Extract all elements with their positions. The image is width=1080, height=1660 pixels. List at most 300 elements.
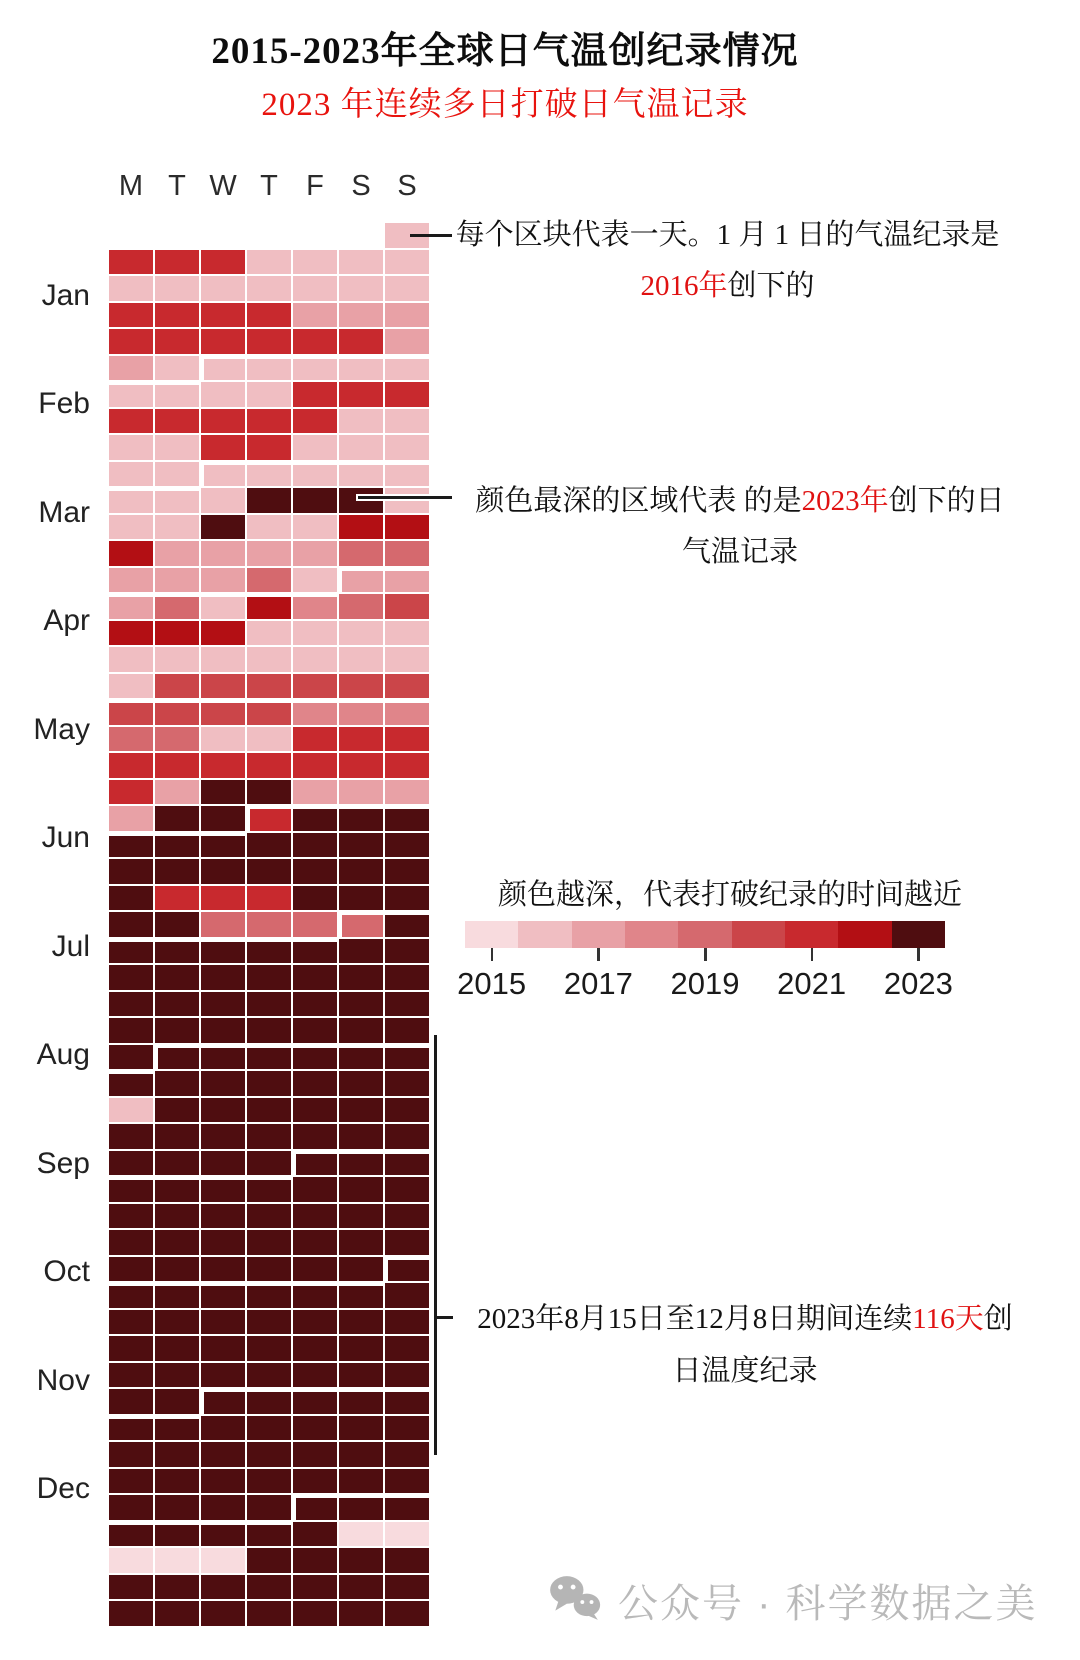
day-cell bbox=[155, 753, 199, 778]
day-cell bbox=[339, 1154, 383, 1176]
day-cell bbox=[247, 1151, 291, 1176]
legend-swatch-2015 bbox=[465, 921, 519, 948]
day-cell bbox=[385, 1098, 429, 1123]
day-cell bbox=[385, 1498, 429, 1520]
day-cell bbox=[293, 1124, 337, 1149]
day-cell bbox=[155, 1310, 199, 1335]
day-cell bbox=[385, 647, 429, 672]
day-cell bbox=[109, 836, 153, 858]
day-cell bbox=[339, 1048, 383, 1070]
day-cell bbox=[385, 1363, 429, 1388]
day-cell bbox=[293, 1177, 337, 1202]
day-cell bbox=[247, 597, 291, 619]
weekday-label: F bbox=[306, 170, 324, 202]
day-cell bbox=[339, 886, 383, 911]
day-cell bbox=[293, 1416, 337, 1441]
day-cell bbox=[385, 1283, 429, 1308]
day-cell bbox=[109, 674, 153, 699]
day-cell bbox=[339, 1363, 383, 1388]
day-cell bbox=[155, 912, 199, 937]
day-cell bbox=[339, 1392, 383, 1414]
day-cell bbox=[109, 1098, 153, 1123]
day-cell bbox=[155, 727, 199, 752]
day-cell bbox=[247, 276, 291, 301]
day-cell bbox=[201, 250, 245, 275]
day-cell bbox=[109, 1575, 153, 1600]
day-cell bbox=[293, 1575, 337, 1600]
day-cell bbox=[385, 594, 429, 619]
month-label-may: May bbox=[33, 712, 90, 746]
day-cell bbox=[293, 859, 337, 884]
day-cell bbox=[109, 515, 153, 540]
day-cell bbox=[247, 912, 291, 937]
day-cell bbox=[247, 1124, 291, 1149]
legend-tick bbox=[811, 948, 814, 961]
day-cell bbox=[155, 385, 199, 407]
day-cell bbox=[293, 1204, 337, 1229]
day-cell bbox=[201, 1257, 245, 1282]
day-cell bbox=[247, 1442, 291, 1467]
day-cell bbox=[201, 1548, 245, 1573]
day-cell bbox=[339, 1018, 383, 1043]
day-cell bbox=[155, 303, 199, 328]
day-cell bbox=[339, 859, 383, 884]
day-cell bbox=[109, 329, 153, 354]
day-cell bbox=[247, 359, 291, 381]
day-cell bbox=[293, 359, 337, 381]
day-cell bbox=[339, 1416, 383, 1441]
day-cell bbox=[293, 1392, 337, 1414]
wechat-icon bbox=[548, 1575, 604, 1626]
annotation-jan1-line1: 每个区块代表一天。1 月 1 日的气温纪录是 bbox=[455, 219, 1000, 251]
day-cell bbox=[339, 1601, 383, 1626]
day-cell bbox=[293, 1098, 337, 1123]
day-cell bbox=[155, 1442, 199, 1467]
day-cell bbox=[293, 809, 337, 831]
day-cell bbox=[201, 836, 245, 858]
month-label-jun: Jun bbox=[41, 821, 90, 855]
day-cell bbox=[201, 1048, 245, 1070]
day-cell bbox=[385, 1601, 429, 1626]
day-cell bbox=[293, 833, 337, 858]
day-cell bbox=[247, 1018, 291, 1043]
day-cell bbox=[201, 1151, 245, 1176]
legend-swatch-2021 bbox=[785, 921, 839, 948]
day-cell bbox=[109, 912, 153, 937]
day-cell bbox=[201, 597, 245, 619]
day-cell bbox=[385, 1416, 429, 1441]
day-cell bbox=[339, 1230, 383, 1255]
page-title: 2015-2023年全球日气温创纪录情况 bbox=[211, 31, 799, 72]
weekday-label: S bbox=[351, 170, 371, 202]
day-cell bbox=[155, 1601, 199, 1626]
day-cell bbox=[155, 1389, 199, 1414]
day-cell bbox=[296, 1154, 337, 1176]
day-cell bbox=[109, 1286, 153, 1308]
weekday-label: T bbox=[260, 170, 278, 202]
day-cell bbox=[201, 1286, 245, 1308]
legend-tick bbox=[491, 948, 494, 961]
day-cell bbox=[201, 942, 245, 964]
day-cell bbox=[296, 1498, 337, 1520]
watermark-text: 公众号 · 科学数据之美 bbox=[618, 1582, 1038, 1626]
annotation-darkest-year: 2023年 bbox=[801, 485, 889, 517]
day-cell bbox=[385, 621, 429, 646]
day-cell bbox=[339, 621, 383, 646]
day-cell bbox=[109, 491, 153, 513]
day-cell bbox=[293, 1310, 337, 1335]
day-cell bbox=[109, 1548, 153, 1573]
day-cell bbox=[293, 1336, 337, 1361]
day-cell bbox=[385, 1204, 429, 1229]
day-cell bbox=[247, 1336, 291, 1361]
day-cell bbox=[293, 965, 337, 990]
day-cell bbox=[247, 727, 291, 752]
day-cell bbox=[339, 1336, 383, 1361]
day-cell bbox=[247, 1469, 291, 1494]
day-cell bbox=[201, 859, 245, 884]
day-cell bbox=[109, 1045, 153, 1070]
month-label-apr: Apr bbox=[43, 604, 90, 638]
day-cell bbox=[201, 992, 245, 1017]
day-cell bbox=[293, 488, 337, 513]
day-cell bbox=[155, 1124, 199, 1149]
day-cell bbox=[385, 1392, 429, 1414]
day-cell bbox=[109, 1074, 153, 1096]
day-cell bbox=[247, 833, 291, 858]
watermark bbox=[548, 1572, 1038, 1629]
day-cell bbox=[385, 435, 429, 460]
day-cell bbox=[247, 541, 291, 566]
day-cell bbox=[339, 780, 383, 805]
day-cell bbox=[339, 435, 383, 460]
day-cell bbox=[155, 1495, 199, 1520]
annotation-streak-days: 116天 bbox=[912, 1303, 984, 1335]
day-cell bbox=[109, 886, 153, 911]
day-cell bbox=[339, 303, 383, 328]
day-cell bbox=[109, 1525, 153, 1547]
day-cell bbox=[339, 250, 383, 275]
day-cell bbox=[201, 1204, 245, 1229]
annotation-darkest-line2: 气温记录 bbox=[681, 536, 798, 568]
day-cell bbox=[385, 303, 429, 328]
day-cell bbox=[293, 912, 337, 937]
day-cell bbox=[155, 276, 199, 301]
day-cell bbox=[339, 674, 383, 699]
day-cell bbox=[250, 809, 291, 831]
day-cell bbox=[109, 1495, 153, 1520]
legend-tick-label: 2015 bbox=[457, 966, 527, 1001]
month-label-aug: Aug bbox=[36, 1038, 90, 1072]
day-cell bbox=[293, 1071, 337, 1096]
day-cell bbox=[155, 1336, 199, 1361]
day-cell bbox=[388, 1260, 429, 1282]
day-cell bbox=[201, 1018, 245, 1043]
day-cell bbox=[339, 703, 383, 725]
day-cell bbox=[155, 491, 199, 513]
day-cell bbox=[155, 621, 199, 646]
day-cell bbox=[109, 965, 153, 990]
day-cell bbox=[339, 833, 383, 858]
day-cell bbox=[385, 276, 429, 301]
day-cell bbox=[155, 1098, 199, 1123]
day-cell bbox=[109, 597, 153, 619]
day-cell bbox=[339, 992, 383, 1017]
day-cell bbox=[109, 1310, 153, 1335]
day-cell bbox=[385, 886, 429, 911]
legend-tick bbox=[704, 948, 707, 961]
day-cell bbox=[247, 621, 291, 646]
day-cell bbox=[109, 621, 153, 646]
day-cell bbox=[247, 435, 291, 460]
day-cell bbox=[385, 409, 429, 434]
day-cell bbox=[247, 382, 291, 407]
day-cell bbox=[204, 1392, 245, 1414]
day-cell bbox=[339, 753, 383, 778]
day-cell bbox=[293, 753, 337, 778]
day-cell bbox=[385, 1442, 429, 1467]
day-cell bbox=[247, 942, 291, 964]
day-cell bbox=[247, 1310, 291, 1335]
day-cell bbox=[155, 462, 199, 487]
page-subtitle: 2023 年连续多日打破日气温记录 bbox=[261, 87, 749, 123]
day-cell bbox=[339, 409, 383, 434]
day-cell bbox=[339, 1098, 383, 1123]
legend-tick bbox=[597, 948, 600, 961]
day-cell bbox=[385, 250, 429, 275]
day-cell bbox=[155, 1071, 199, 1096]
day-cell bbox=[155, 647, 199, 672]
day-cell bbox=[293, 1548, 337, 1573]
day-cell bbox=[201, 1180, 245, 1202]
day-cell bbox=[201, 1442, 245, 1467]
day-cell bbox=[109, 1442, 153, 1467]
day-cell bbox=[109, 942, 153, 964]
day-cell bbox=[201, 515, 245, 540]
day-cell bbox=[385, 515, 429, 540]
day-cell bbox=[385, 1575, 429, 1600]
day-cell bbox=[385, 1154, 429, 1176]
day-cell bbox=[385, 753, 429, 778]
day-cell bbox=[155, 1525, 199, 1547]
month-label-mar: Mar bbox=[38, 495, 90, 529]
legend-swatch-2019 bbox=[678, 921, 732, 948]
day-cell bbox=[155, 1230, 199, 1255]
annotation-streak-line2: 日温度纪录 bbox=[672, 1355, 818, 1387]
day-cell bbox=[109, 753, 153, 778]
day-cell bbox=[247, 1180, 291, 1202]
day-cell bbox=[155, 942, 199, 964]
day-cell bbox=[385, 859, 429, 884]
day-cell bbox=[109, 568, 153, 593]
day-cell bbox=[155, 859, 199, 884]
day-cell bbox=[155, 1204, 199, 1229]
day-cell bbox=[109, 1180, 153, 1202]
day-cell bbox=[155, 1257, 199, 1282]
day-cell bbox=[293, 597, 337, 619]
day-cell bbox=[247, 1230, 291, 1255]
day-cell bbox=[109, 859, 153, 884]
annotation-jan1-year: 2016年 bbox=[640, 270, 728, 302]
day-cell bbox=[385, 1336, 429, 1361]
day-cell bbox=[201, 965, 245, 990]
day-cell bbox=[339, 1310, 383, 1335]
day-cell bbox=[109, 541, 153, 566]
day-cell bbox=[109, 1230, 153, 1255]
day-cell bbox=[293, 942, 337, 964]
day-cell bbox=[385, 1177, 429, 1202]
weekday-label: W bbox=[209, 170, 237, 202]
day-cell bbox=[339, 276, 383, 301]
day-cell bbox=[339, 809, 383, 831]
day-cell bbox=[201, 1601, 245, 1626]
day-cell bbox=[109, 1124, 153, 1149]
day-cell bbox=[385, 1522, 429, 1547]
month-label-feb: Feb bbox=[38, 387, 90, 421]
legend-tick-label: 2017 bbox=[563, 966, 633, 1001]
day-cell bbox=[339, 329, 383, 354]
day-cell bbox=[201, 727, 245, 752]
day-cell bbox=[247, 753, 291, 778]
day-cell bbox=[155, 568, 199, 593]
day-cell bbox=[155, 992, 199, 1017]
day-cell bbox=[201, 1310, 245, 1335]
day-cell bbox=[293, 1286, 337, 1308]
day-cell bbox=[155, 541, 199, 566]
day-cell bbox=[155, 965, 199, 990]
day-cell bbox=[293, 1601, 337, 1626]
day-cell bbox=[385, 1469, 429, 1494]
day-cell bbox=[155, 1419, 199, 1441]
day-cell bbox=[247, 965, 291, 990]
day-cell bbox=[293, 276, 337, 301]
day-cell bbox=[385, 571, 429, 593]
day-cell bbox=[155, 250, 199, 275]
day-cell bbox=[109, 727, 153, 752]
weekday-label: T bbox=[168, 170, 186, 202]
day-cell bbox=[247, 1048, 291, 1070]
month-label-jan: Jan bbox=[41, 279, 90, 312]
day-cell bbox=[155, 435, 199, 460]
day-cell bbox=[201, 329, 245, 354]
day-cell bbox=[201, 409, 245, 434]
day-cell bbox=[201, 1416, 245, 1441]
day-cell bbox=[247, 1416, 291, 1441]
day-cell bbox=[158, 1048, 199, 1070]
day-cell bbox=[109, 1257, 153, 1282]
day-cell bbox=[109, 462, 153, 487]
day-cell bbox=[293, 1230, 337, 1255]
day-cell bbox=[385, 1048, 429, 1070]
day-cell bbox=[385, 915, 429, 937]
day-cell bbox=[109, 1204, 153, 1229]
day-cell bbox=[201, 303, 245, 328]
day-cell bbox=[385, 939, 429, 964]
day-cell bbox=[339, 1286, 383, 1308]
annotation-streak-line1 bbox=[445, 1305, 1045, 1334]
day-cell bbox=[247, 1392, 291, 1414]
day-cell bbox=[339, 1442, 383, 1467]
day-cell bbox=[293, 329, 337, 354]
day-cell bbox=[385, 1071, 429, 1096]
day-cell bbox=[385, 833, 429, 858]
day-cell bbox=[155, 597, 199, 619]
day-cell bbox=[201, 1363, 245, 1388]
day-cell bbox=[339, 1177, 383, 1202]
day-cell bbox=[247, 568, 291, 593]
day-cell bbox=[293, 1018, 337, 1043]
day-cell bbox=[293, 250, 337, 275]
day-cell bbox=[247, 674, 291, 699]
day-cell bbox=[293, 886, 337, 911]
day-cell bbox=[201, 912, 245, 937]
legend-tick-label: 2023 bbox=[883, 966, 953, 1001]
day-cell bbox=[109, 780, 153, 805]
day-cell bbox=[155, 1548, 199, 1573]
day-cell bbox=[293, 780, 337, 805]
day-cell bbox=[247, 515, 291, 540]
legend-swatch-2022 bbox=[838, 921, 892, 948]
day-cell bbox=[247, 1257, 291, 1282]
legend-swatch-2023 bbox=[892, 921, 946, 948]
day-cell bbox=[201, 435, 245, 460]
day-cell bbox=[247, 303, 291, 328]
day-cell bbox=[155, 836, 199, 858]
day-cell bbox=[155, 886, 199, 911]
day-cell bbox=[155, 806, 199, 831]
day-cell bbox=[109, 250, 153, 275]
day-cell bbox=[109, 703, 153, 725]
day-cell bbox=[201, 621, 245, 646]
day-cell bbox=[247, 1204, 291, 1229]
day-cell bbox=[339, 1522, 383, 1547]
day-cell bbox=[339, 1498, 383, 1520]
day-cell bbox=[385, 703, 429, 725]
day-cell bbox=[293, 992, 337, 1017]
day-cell bbox=[339, 1469, 383, 1494]
day-cell bbox=[385, 541, 429, 566]
day-cell bbox=[293, 1442, 337, 1467]
day-cell bbox=[293, 1257, 337, 1282]
day-cell bbox=[385, 1230, 429, 1255]
day-cell bbox=[293, 674, 337, 699]
day-cell bbox=[201, 806, 245, 831]
legend-tick bbox=[917, 948, 920, 961]
day-cell bbox=[201, 1575, 245, 1600]
legend-tick-label: 2021 bbox=[777, 966, 847, 1001]
day-cell bbox=[109, 409, 153, 434]
day-cell bbox=[247, 1548, 291, 1573]
day-cell bbox=[293, 303, 337, 328]
day-cell bbox=[155, 780, 199, 805]
day-cell bbox=[109, 276, 153, 301]
day-cell bbox=[201, 1469, 245, 1494]
day-cell bbox=[293, 1522, 337, 1547]
month-label-oct: Oct bbox=[43, 1255, 90, 1289]
day-cell bbox=[342, 571, 383, 593]
month-label-sep: Sep bbox=[36, 1146, 90, 1180]
day-cell bbox=[293, 409, 337, 434]
annotation-darkest-line1 bbox=[430, 487, 1050, 516]
day-cell bbox=[247, 1098, 291, 1123]
weekday-label: M bbox=[118, 170, 144, 202]
day-cell bbox=[339, 727, 383, 752]
annotation-streak-pre: 2023年8月15日至12月8日期间连续 bbox=[477, 1303, 913, 1335]
day-cell bbox=[201, 382, 245, 407]
annotation-darkest-post: 创下的日 bbox=[888, 485, 1005, 517]
day-cell bbox=[155, 1286, 199, 1308]
day-cell bbox=[293, 1048, 337, 1070]
